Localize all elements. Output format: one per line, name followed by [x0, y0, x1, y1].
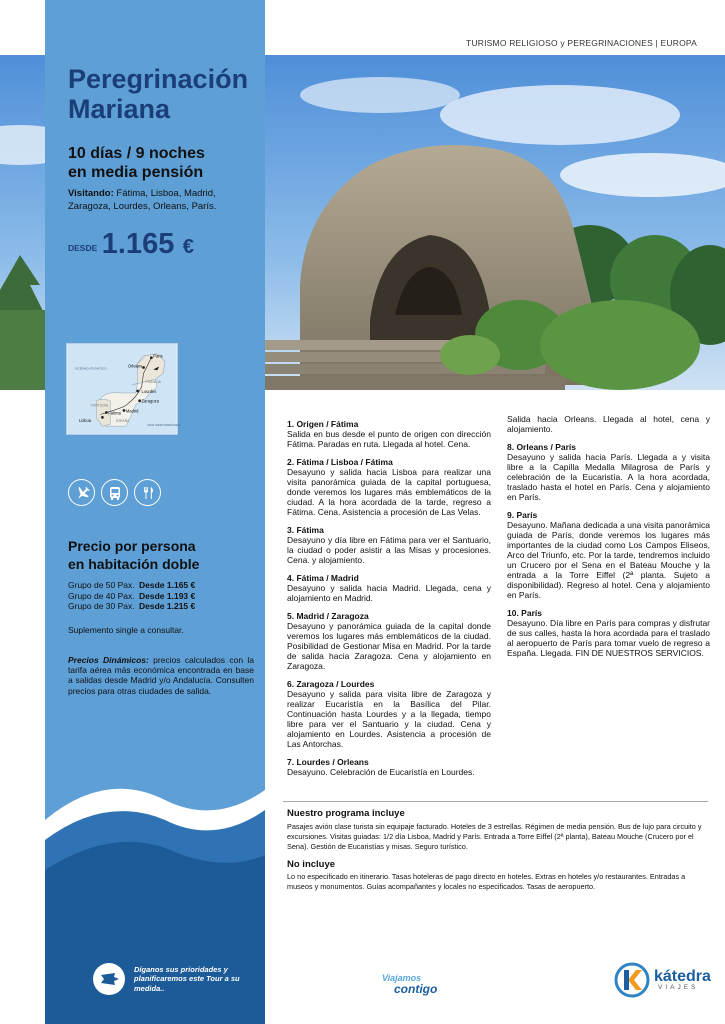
excludes-title: No incluye — [287, 859, 336, 870]
tagline-line2: contigo — [394, 982, 438, 996]
day-text: Desayuno y día libre en Fátima para ver el Santuario, la ciudad o poder asistir a las Misas y procesiones. Cena. y alojamiento. — [287, 535, 491, 565]
day-text: Desayuno y salida para visita libre de Zaragoza y realizar Eucaristía en la Basílica del Pilar. Continuación hasta Lourdes y a la llegada, tiempo libre para ver el Santuario y la ciudad. Cena y alojamiento en Lourdes. Asistencia a procesión de Las Antorchas. — [287, 689, 491, 749]
katedra-logo-icon — [614, 962, 650, 998]
meal-icon — [134, 479, 161, 506]
trip-duration — [68, 144, 258, 182]
price-from — [68, 228, 194, 261]
day-text: Desayuno y salida hacia Madrid. Llegada, cena y alojamiento en Madrid. — [287, 583, 491, 603]
map-label-fatima: Fátima — [108, 410, 121, 416]
day-text: Desayuno. Día libre en París para compras y disfrutar de sus calles, hasta la hora acordada para el traslado al aeropuerto de París para tomar vuelo de regreso a España. Llegada. FIN DE NUESTROS SERVICIOS. — [507, 618, 710, 658]
itinerary-day — [507, 442, 710, 502]
map-label-portugal: PORTUGAL — [90, 403, 109, 408]
visiting-label: Visitando: — [68, 188, 114, 199]
group-price: Desde 1.215 € — [139, 601, 196, 611]
itinerary-day — [287, 525, 491, 565]
itinerary-day — [287, 457, 491, 517]
day-text: Desayuno. Mañana dedicada a una visita panorámica guiada de París, donde veremos los lugares más importantes de la ciudad como Los Campos Eliseos, Arco del Triunfo, etc. Por la tarde, tendremos incluido un Crucero por el Sena en el Bateau Mouche y la entrada a la Torre Eiffel (2ª planta. Sujeto a disponibilidad). Regreso al hotel. Cena y alojamiento en París. — [507, 520, 710, 600]
brand-logo — [614, 962, 711, 998]
group-price-row — [68, 601, 195, 612]
brand-subtitle: VIAJES — [658, 984, 699, 991]
service-icons — [68, 479, 161, 506]
day-text: Desayuno y salida hacia Lisboa para realizar una visita panorámica guiada de la capital portuguesa, donde veremos los lugares más emblemáticos de la ciudad. A la hora acordada de la tarde, regreso a Fátima. Cena. Asistencia a procesión de Las Velas. — [287, 467, 491, 517]
category-label: TURISMO RELIGIOSO y PEREGRINACIONES | EUROPA — [466, 38, 697, 48]
dynamic-prices-label: Precios Dinámicos: — [68, 655, 149, 665]
map-label-mediterranean: MAR MEDITERRÁNEO — [147, 423, 181, 428]
group-price: Desde 1.165 € — [139, 580, 196, 590]
price-label: DESDE — [68, 243, 98, 253]
excludes-text: Lo no especificado en itinerario. Tasas hoteleras de pago directo en hoteles. Extras en hoteles y/o restaurantes. Entradas a museos y monumentos. Guías acompañantes y locales no especificados. Tasas de aeropuerto. — [287, 872, 686, 891]
day-title: 9. París — [507, 510, 538, 520]
itinerary-day — [507, 510, 710, 600]
group-size: Grupo de 30 Pax. — [68, 601, 135, 611]
day-title: 2. Fátima / Lisboa / Fátima — [287, 457, 393, 467]
pricing-title — [68, 537, 258, 573]
speech-icon — [92, 962, 126, 996]
group-price-row — [68, 580, 195, 591]
plane-icon — [68, 479, 95, 506]
group-size: Grupo de 40 Pax. — [68, 590, 135, 601]
itinerary-column-2 — [507, 414, 710, 666]
map-label-spain: ESPAÑA — [116, 419, 130, 424]
dynamic-prices-note — [68, 655, 254, 696]
tagline-line1: Viajamos — [382, 973, 422, 983]
itinerary-day — [287, 573, 491, 603]
itinerary-day — [287, 419, 491, 449]
single-supplement: Suplemento single a consultar. — [68, 625, 184, 635]
brand-name: kátedra — [654, 968, 711, 985]
page-title — [68, 64, 258, 124]
bus-icon — [101, 479, 128, 506]
itinerary-day — [507, 608, 710, 658]
itinerary-day — [287, 679, 491, 749]
map-label-orleans: Orleans — [127, 363, 143, 369]
pricing-title-line1: Precio por persona — [68, 538, 196, 554]
duration-line1: 10 días / 9 noches — [68, 145, 205, 162]
day-text: Desayuno y salida hacia París. Llegada a y visita libre a la Capilla Medalla Milagrosa de París y celebración de la Eucaristía. A la hora acordada, traslado hasta el hotel en París. Cena y alojamiento en París. — [507, 452, 710, 502]
slogan-text: Díganos sus prioridades y planificaremos este Tour a su medida.. — [134, 964, 240, 993]
day-text: Salida en bus desde el punto de origen con dirección Fátima. Paradas en ruta. Llegada al hotel. Cena. — [287, 429, 491, 449]
day-title: 5. Madrid / Zaragoza — [287, 611, 369, 621]
group-price-row — [68, 591, 195, 602]
header-bar — [265, 0, 725, 55]
includes-title: Nuestro programa incluye — [287, 808, 405, 819]
dynamic-prices-text: precios calculados con la tarifa aérea más económica encontrada en base a salidas desde Madrid y/o Andalucía. Consulten precios para otras ciudades de salida. — [68, 655, 254, 696]
day-text: Desayuno y panorámica guiada de la capital donde veremos los lugares más emblemáticos de la ciudad. Posibilidad de Gestionar Misa en Madrid. Por la tarde de salida hacia Zaragoza. Cena y alojamiento en Zaragoza. — [287, 621, 491, 671]
group-price: Desde 1.193 € — [139, 590, 196, 601]
group-size: Grupo de 50 Pax. — [68, 580, 135, 590]
slogan-block — [92, 962, 244, 996]
map-label-france: FRANCIA — [145, 380, 161, 385]
map-label-madrid: Madrid — [125, 408, 139, 414]
visiting-places: Fátima, Lisboa, Madrid, Zaragoza, Lourdes, Orleans, París. — [68, 188, 217, 212]
day-title: 8. Orleans / París — [507, 442, 576, 452]
includes-text: Pasajes avión clase turista sin equipaje facturado. Hoteles de 3 estrellas. Régimen de media pensión. Bus de lujo para circuito y excursiones. Visitas guiadas: 1/2 día Lisboa, Madrid y París. Entrada a Torre Eiffel (2ª planta), Bateau Mouche (Crucero por el Sena). Gestión de Eucaristías y misas. Seguro turístico. — [287, 822, 702, 851]
day-title: 7. Lourdes / Orleans — [287, 757, 369, 767]
section-divider — [283, 801, 708, 802]
day-title: 3. Fátima — [287, 525, 324, 535]
day-title: 10. París — [507, 608, 542, 618]
title-line1: Peregrinación — [68, 64, 249, 94]
day-text: Desayuno. Celebración de Eucaristía en Lourdes. — [287, 767, 475, 777]
map-label-zaragoza: Zaragoza — [141, 398, 159, 404]
duration-line2: en media pensión — [68, 164, 204, 181]
map-label-paris: Paris — [153, 353, 163, 359]
group-prices — [68, 580, 195, 612]
itinerary-day — [287, 757, 491, 777]
tagline — [382, 973, 437, 995]
itinerary-column-1 — [287, 419, 491, 785]
map-label-atlantic: OCÉANO ATLÁNTICO — [75, 366, 107, 371]
route-map — [66, 343, 181, 435]
map-label-lisboa: Lisboa — [78, 418, 92, 424]
map-label-lourdes: Lourdes — [141, 388, 157, 394]
title-line2: Mariana — [68, 94, 171, 124]
price-currency: € — [182, 236, 194, 258]
day-title: 4. Fátima / Madrid — [287, 573, 359, 583]
day-continuation: Salida hacia Orleans. Llegada al hotel, cena y alojamiento. — [507, 414, 710, 434]
itinerary-day — [287, 611, 491, 671]
day-title: 6. Zaragoza / Lourdes — [287, 679, 375, 689]
day-title: 1. Origen / Fátima — [287, 419, 359, 429]
price-value: 1.165 — [101, 228, 175, 260]
pricing-title-line2: en habitación doble — [68, 556, 200, 572]
visiting-text — [68, 188, 253, 213]
